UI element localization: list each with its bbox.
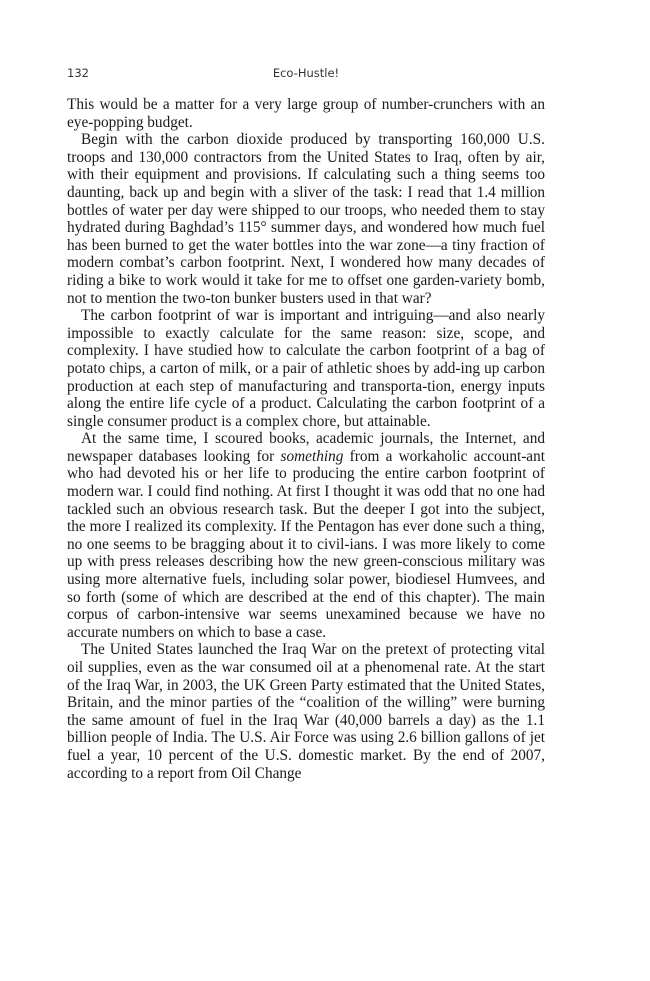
paragraph: The United States launched the Iraq War on the pretext of protecting vital oil supplies, even as the war consumed oil at a phenomenal rate. At the start of the Iraq War, in 2003, the UK Green Party estimated that the United States, Britain, and the minor parties of the “coalition of the willing” were burning the same amount of fuel in the Iraq War (40,000 barrels a day) as the 1.1 billion people of India. The U.S. Air Force was using 2.6 billion gallons of jet fuel a year, 10 percent of the U.S. domestic market. By the end of 2007, according to a report from Oil Change [67,641,545,782]
paragraph: Begin with the carbon dioxide produced by transporting 160,000 U.S. troops and 130,000 contractors from the United States to Iraq, often by air, with their equipment and provisions. If calculating such a thing seems too daunting, back up and begin with a sliver of the task: I read that 1.4 million bottles of water per day were shipped to our troops, who needed them to stay hydrated during Baghdad’s 115° summer days, and wondered how much fuel has been burned to get the water bottles into the war zone—a tiny fraction of modern combat’s carbon footprint. Next, I wondered how many decades of riding a bike to work would it take for me to offset one garden-variety bomb, not to mention the two-ton bunker busters used in that war? [67,131,545,307]
emphasized-word: something [280,447,344,465]
paragraph-text: At the same time, I scoured books, academic journals, the Internet, and newspaper databases looking for [67,430,545,465]
paragraph [67,430,545,641]
running-head [67,66,545,82]
paragraph: The carbon footprint of war is important and intriguing—and also nearly impossible to exactly calculate for the same reason: size, scope, and complexity. I have studied how to calculate the carbon footprint of a bag of potato chips, a carton of milk, or a pair of athletic shoes by add-ing up carbon production at each step of manufacturing and transporta-tion, energy inputs along the entire life cycle of a product. Calculating the carbon footprint of a single consumer product is a complex chore, but attainable. [67,307,545,430]
page-number: 132 [67,66,89,80]
running-title: Eco-Hustle! [272,66,340,80]
paragraph-continued: This would be a matter for a very large group of number-crunchers with an eye-popping budget. [67,96,545,131]
body-text [67,96,545,782]
paragraph-text: from a workaholic account-ant who had devoted his or her life to producing the entire carbon footprint of modern war. I could find nothing. At first I thought it was odd that no one had tackled such an obvious research task. But the deeper I got into the subject, the more I realized its complexity. If the Pentagon has ever done such a thing, no one seems to be bragging about it to civil-ians. I was more likely to come up with press releases describing how the new green-conscious military was using more alternative fuels, including solar power, biodiesel Humvees, and so forth (some of which are described at the end of this chapter). The main corpus of carbon-intensive war seems unexamined because we have no accurate numbers on which to base a case. [67,447,545,641]
